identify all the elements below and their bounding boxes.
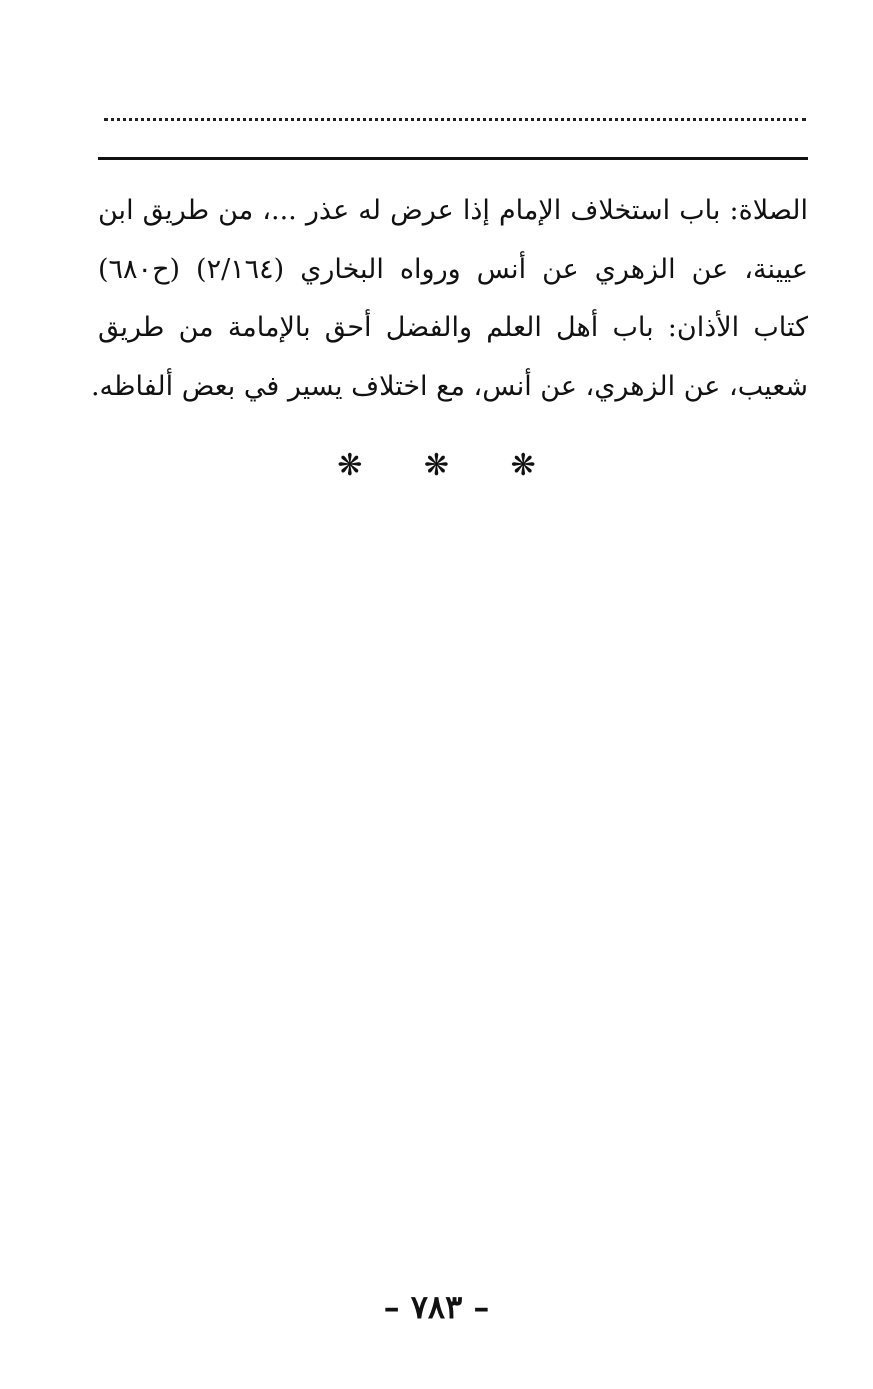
footnote-divider xyxy=(98,157,808,160)
footnote-text xyxy=(90,182,808,416)
footnote-line: شعيب، عن الزهري، عن أنس، مع اختلاف يسير في بعض ألفاظه. xyxy=(90,370,808,402)
footnote-line: الصلاة: باب استخلاف الإمام إذا عرض له عذر ...، من طريق ابن xyxy=(98,195,808,226)
star-ornament-icon: ❋ xyxy=(337,448,363,483)
footnote-line: كتاب الأذان: باب أهل العلم والفضل أحق بالإمامة من طريق xyxy=(98,312,808,343)
footnote-line: عيينة، عن الزهري عن أنس ورواه البخاري (٢/١٦٤) (ح٦٨٠) xyxy=(98,253,808,285)
star-ornament-icon: ❋ xyxy=(423,448,450,483)
dotted-divider xyxy=(104,118,806,121)
page-number: – ٧٨٣ – xyxy=(383,1288,490,1326)
section-separator xyxy=(0,448,873,483)
star-ornament-icon: ❋ xyxy=(510,448,536,483)
